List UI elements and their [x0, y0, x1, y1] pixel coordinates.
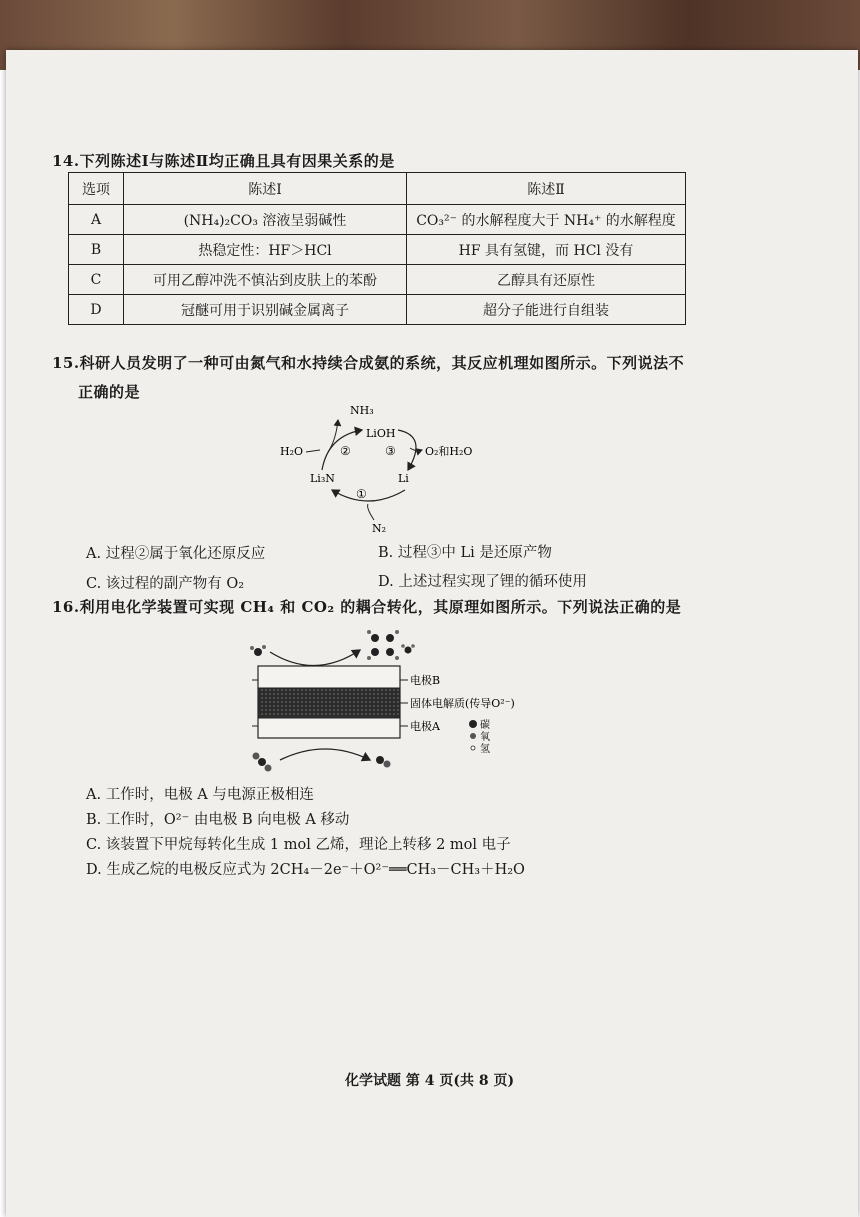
- row-option: D: [69, 295, 124, 325]
- row-statement-1: (NH₄)₂CO₃ 溶液呈弱碱性: [124, 205, 407, 235]
- step-3-label: ③: [385, 444, 396, 458]
- lioh-label: LiOH: [366, 427, 396, 440]
- solid-electrolyte-layer: [258, 688, 400, 718]
- row-statement-2: CO₃²⁻ 的水解程度大于 NH₄⁺ 的水解程度: [407, 205, 686, 235]
- electrochemical-cell-diagram: [240, 620, 540, 780]
- row-option: B: [69, 235, 124, 265]
- step-1-label: ①: [356, 487, 367, 501]
- table-row: [69, 235, 686, 265]
- table-row: [69, 295, 686, 325]
- row-statement-2: 乙醇具有还原性: [407, 265, 686, 295]
- q15-option-b: B. 过程③中 Li 是还原产物: [378, 545, 552, 561]
- legend-hydrogen-marker: [471, 746, 475, 750]
- q15-option-c: C. 该过程的副产物有 O₂: [86, 576, 245, 592]
- table-row: [69, 205, 686, 235]
- row-option: C: [69, 265, 124, 295]
- step-2-label: ②: [340, 444, 351, 458]
- q16-option-a: A. 工作时，电极 A 与电源正极相连: [86, 787, 314, 803]
- n2-label: N₂: [372, 522, 387, 535]
- legend-oxygen-label: 氧: [480, 732, 490, 743]
- q16-option-d: D. 生成乙烷的电极反应式为 2CH₄－2e⁻＋O²⁻══CH₃－CH₃＋H₂O: [86, 862, 525, 878]
- arrow-top-flow: [270, 650, 360, 666]
- arrow-n2-in: [368, 504, 374, 520]
- legend-oxygen-marker: [470, 733, 476, 739]
- lithium-cycle-diagram: [270, 400, 500, 540]
- header-statement-1: 陈述Ⅰ: [124, 173, 407, 205]
- methane-molecule-icon: [250, 645, 266, 656]
- header-statement-2: 陈述Ⅱ: [407, 173, 686, 205]
- row-statement-1: 可用乙醇冲洗不慎沾到皮肤上的苯酚: [124, 265, 407, 295]
- legend-carbon-marker: [469, 720, 477, 728]
- ethylene-ethane-molecule-icon: [367, 630, 399, 660]
- arrow-nh3-out: [328, 420, 338, 452]
- electrode-a-label: 电极A: [410, 720, 440, 733]
- table-header-row: [69, 173, 686, 205]
- q16-stem: 16.利用电化学装置可实现 CH₄ 和 CO₂ 的耦合转化，其原理如图所示。下列说法正确的是: [52, 598, 682, 616]
- row-statement-2: 超分子能进行自组装: [407, 295, 686, 325]
- q15-option-a: A. 过程②属于氧化还原反应: [86, 546, 266, 562]
- arrow-h2o-in: [306, 450, 320, 452]
- legend: [469, 718, 490, 755]
- co-molecule-icon: [376, 756, 391, 768]
- row-option: A: [69, 205, 124, 235]
- co2-molecule-icon: [253, 753, 272, 772]
- li-label: Li: [398, 472, 409, 485]
- water-molecule-icon: [401, 644, 415, 653]
- arrow-bottom-flow: [280, 749, 370, 760]
- electrode-b-label: 电极B: [410, 674, 441, 687]
- li3n-label: Li₃N: [310, 472, 335, 485]
- legend-carbon-label: 碳: [480, 720, 490, 731]
- row-statement-1: 冠醚可用于识别碱金属离子: [124, 295, 407, 325]
- q16-option-b: B. 工作时，O²⁻ 由电极 B 向电极 A 移动: [86, 812, 350, 828]
- q14-stem: 14.下列陈述Ⅰ与陈述Ⅱ均正确且具有因果关系的是: [52, 152, 395, 170]
- arrow-step-1: [332, 490, 405, 501]
- electrolyte-label: 固体电解质(传导O²⁻): [410, 697, 515, 710]
- header-option: 选项: [69, 173, 124, 205]
- table-row: [69, 265, 686, 295]
- page-footer: 化学试题 第 4 页(共 8 页): [345, 1073, 515, 1089]
- o2-h2o-label: O₂和H₂O: [425, 445, 473, 458]
- q16-option-c: C. 该装置下甲烷每转化生成 1 mol 乙烯，理论上转移 2 mol 电子: [86, 837, 511, 853]
- h2o-label: H₂O: [280, 445, 304, 458]
- nh3-label: NH₃: [350, 404, 374, 417]
- q15-stem-line2: 正确的是: [78, 383, 141, 401]
- row-statement-1: 热稳定性：HF＞HCl: [124, 235, 407, 265]
- q14-table: [68, 172, 686, 325]
- q15-option-d: D. 上述过程实现了锂的循环使用: [378, 574, 587, 590]
- legend-hydrogen-label: 氢: [480, 744, 490, 755]
- q15-stem-line1: 15.科研人员发明了一种可由氮气和水持续合成氨的系统，其反应机理如图所示。下列说法不: [52, 354, 685, 372]
- row-statement-2: HF 具有氢键，而 HCl 没有: [407, 235, 686, 265]
